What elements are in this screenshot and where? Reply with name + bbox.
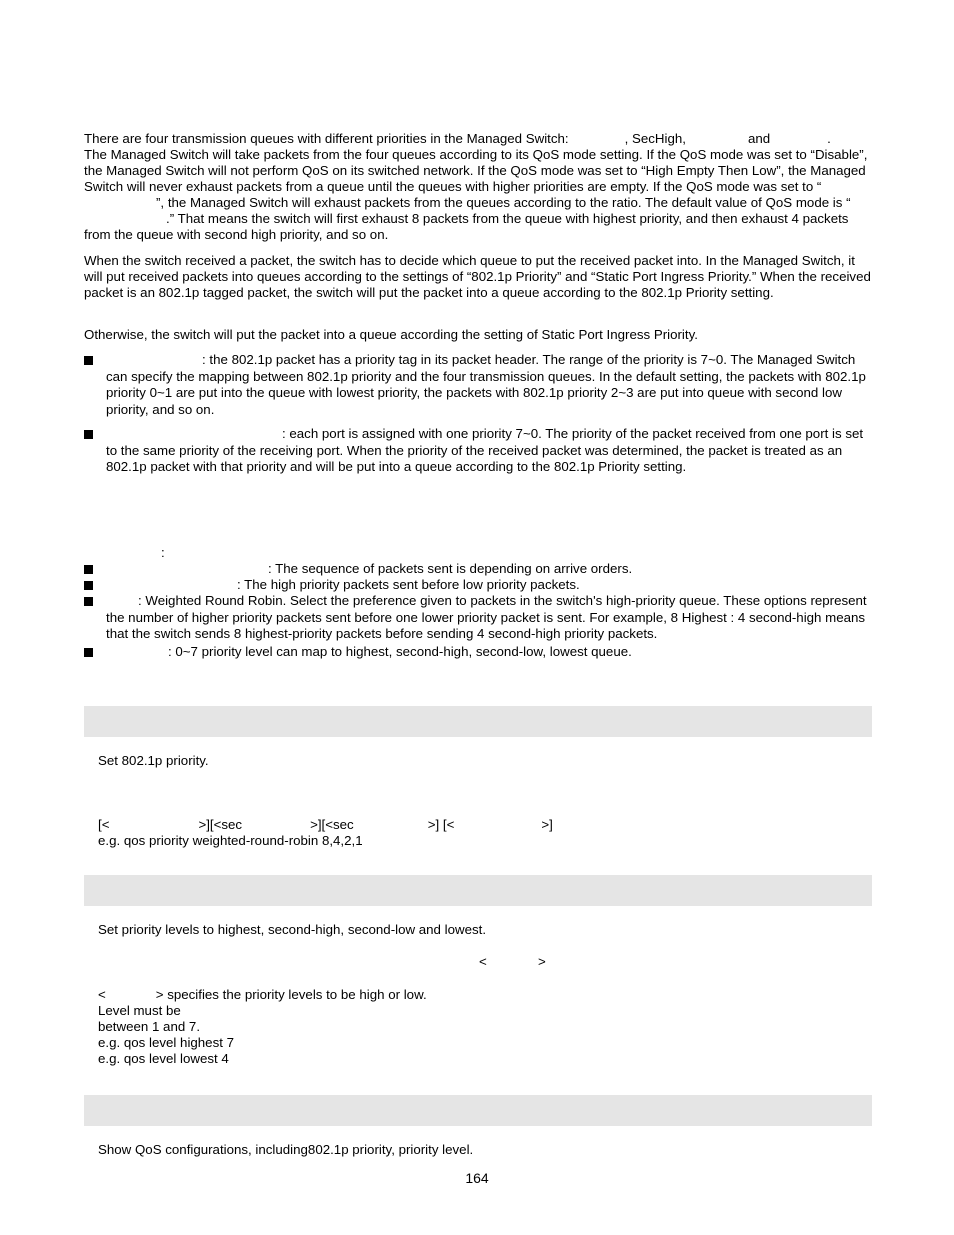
bullet-static-port-priority (106, 426, 874, 476)
intro-body (84, 147, 874, 243)
intro-text-g: .” That means the switch will first exhaust 8 packets from the queue with highest priority, and then exhaust 4 packets from the queue with second high priority, and so on. (84, 211, 849, 242)
cmd2-example-1: e.g. qos level highest 7 (98, 1035, 235, 1050)
page-number: 164 (465, 1170, 489, 1186)
intro-text-b: , SecHigh, (624, 131, 686, 146)
cmd1-syntax-part: >][<sec (198, 817, 243, 832)
bullet-square-icon (84, 581, 93, 590)
bullet-square-icon (84, 597, 93, 606)
command-header-band (84, 875, 872, 906)
cmd1-syntax (98, 817, 553, 833)
intro-paragraph-2: When the switch received a packet, the switch has to decide which queue to put the received packet into. In the Managed Switch, it will put received packets into queues according to the settings of “802.1p Priority” and “Static Port Ingress Priority.” When the received packet is an 802.1p tagged packet, the switch will put the packet into a queue according to the 802.1p Priority setting. (84, 253, 871, 300)
bullet-level (106, 644, 874, 661)
bullet-square-icon (84, 648, 93, 657)
bullet-mode-high-empty-text: : The high priority packets sent before low priority packets. (237, 577, 580, 592)
cmd1-example: e.g. qos priority weighted-round-robin 8,4,2,1 (98, 833, 363, 848)
cmd1-syntax-part: >][<sec (310, 817, 354, 832)
bullet-mode-wrr (106, 593, 874, 643)
cmd2-level-note-2: between 1 and 7. (98, 1019, 201, 1034)
cmd2-syntax-open: < (479, 954, 487, 969)
cmd2-parameter-part: < (98, 987, 106, 1002)
bullet-square-icon (84, 565, 93, 574)
intro-text-c: and (747, 131, 771, 146)
cmd2-syntax-close: > (538, 954, 546, 969)
cmd1-syntax-part: [< (98, 817, 110, 832)
cmd1-syntax-part: >] [< (427, 817, 455, 832)
bullet-mode-high-empty (106, 577, 874, 594)
cmd3-description: Show QoS configurations, including802.1p priority, priority level. (98, 1142, 474, 1157)
cmd2-parameter-part: > specifies the priority levels to be high or low. (155, 987, 427, 1002)
cmd2-example-2: e.g. qos level lowest 4 (98, 1051, 229, 1066)
bullet-8021p-text: : the 802.1p packet has a priority tag in its packet header. The range of the priority is 7~0. The Managed Switch can specify the mapping between 802.1p priority and the four transmission queues. In the default setting, the packets with 802.1p priority 0~1 are put into the queue with lowest priority, the packets with 802.1p priority 2~3 are put into queue with second low priority, and so on. (106, 352, 866, 417)
bullet-8021p-priority (106, 352, 874, 418)
bullet-square-icon (84, 356, 93, 365)
intro-text-d: . (827, 131, 831, 146)
bullet-square-icon (84, 430, 93, 439)
intro-paragraph-3: Otherwise, the switch will put the packet into a queue according the setting of Static Port Ingress Priority. (84, 327, 698, 342)
cmd2-level-note-1: Level must be (98, 1003, 181, 1018)
command-header-band (84, 706, 872, 737)
cmd1-description: Set 802.1p priority. (98, 753, 209, 768)
bullet-mode-disable-text: : The sequence of packets sent is depending on arrive orders. (268, 561, 633, 576)
intro-line-1 (84, 131, 874, 147)
cmd2-description: Set priority levels to highest, second-high, second-low and lowest. (98, 922, 487, 937)
intro-paragraph-1 (84, 131, 874, 243)
cmd1-syntax-part: >] (541, 817, 553, 832)
cmd2-parameter (98, 987, 427, 1003)
intro-text-e: The Managed Switch will take packets from the four queues according to its QoS mode setting. If the QoS mode was set to “Disable”, the Managed Switch will not perform QoS on its switched network. If the QoS mode was set to “High Empty Then Low”, the Managed Switch will never exhaust packets from a queue until the queues with higher priorities are empty. If the QoS mode was set to “ (84, 147, 868, 194)
mode-colon: : (161, 545, 165, 560)
intro-text-f: ”, the Managed Switch will exhaust packets from the queues according to the ratio. The default value of QoS mode is “ (156, 195, 851, 210)
intro-text-a: There are four transmission queues with different priorities in the Managed Switch: (84, 131, 569, 146)
bullet-mode-wrr-text: : Weighted Round Robin. Select the preference given to packets in the switch's high-priority queue. These options represent the number of higher priority packets sent before one lower priority packet is sent. For example, 8 Highest : 4 second-high means that the switch sends 8 highest-priority packets before sending 4 second-high priority packets. (106, 593, 867, 641)
bullet-mode-disable (106, 561, 874, 578)
bullet-static-port-text: : each port is assigned with one priority 7~0. The priority of the packet received from one port is set to the same priority of the receiving port. When the priority of the received packet was determined, the packet is treated as an 802.1p packet with that priority and will be put into a queue according to the 802.1p Priority setting. (106, 426, 864, 474)
command-header-band (84, 1095, 872, 1126)
bullet-level-text: : 0~7 priority level can map to highest, second-high, second-low, lowest queue. (168, 644, 632, 659)
